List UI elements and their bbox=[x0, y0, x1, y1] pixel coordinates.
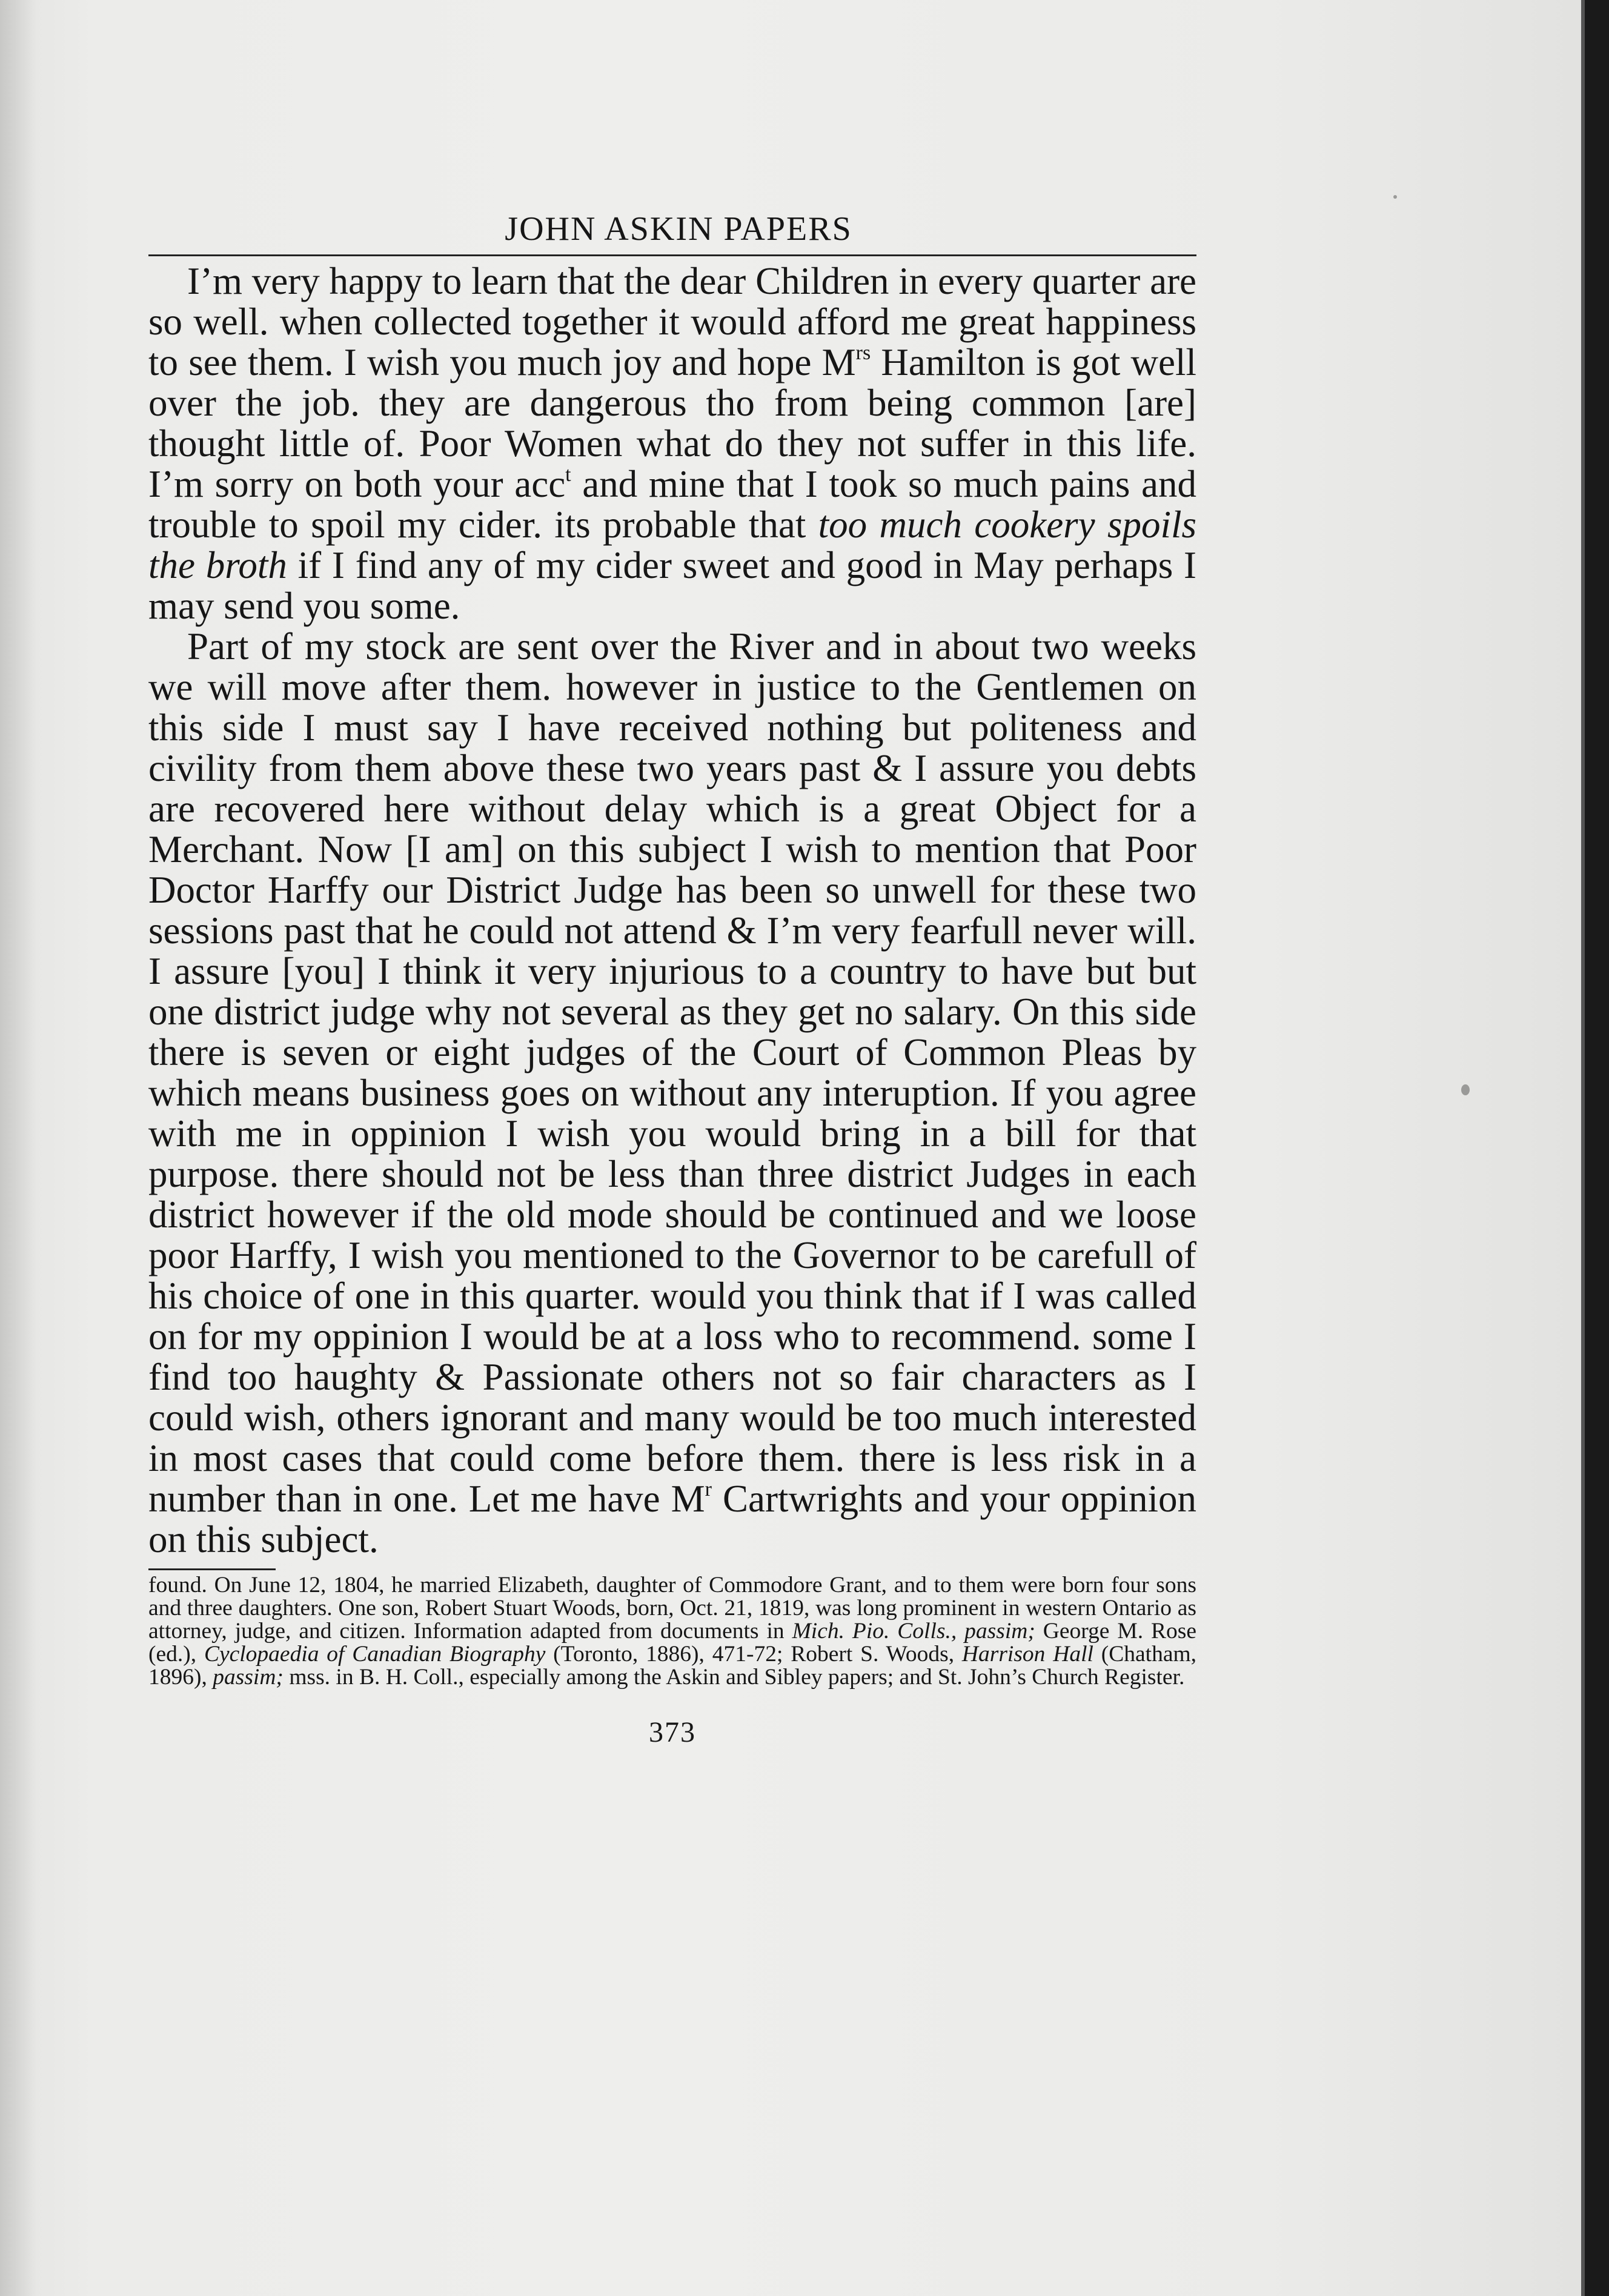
text-line: Poor Women what do they not suffer in this life. I’m bbox=[148, 422, 1197, 505]
page-number: 373 bbox=[649, 1716, 696, 1748]
text-line: if I find any of my cider bbox=[287, 544, 672, 586]
text-line: characters as I could wish, others ignorant and many would bbox=[148, 1356, 1196, 1439]
text-line: I’m very happy to learn that the dear Children in every bbox=[187, 260, 1023, 302]
text-line: have M bbox=[588, 1478, 705, 1520]
footnote-line: them were born four sons and three daughters. One son, Robert Stuart Woods, born, bbox=[148, 1573, 1196, 1621]
page-blemish bbox=[1461, 1084, 1470, 1095]
italic-proverb: too bbox=[818, 503, 868, 546]
text-line: should be continued and we loose poor Harffy, I wish you bbox=[148, 1193, 1196, 1276]
footnote-line: found. On June 12, 1804, he married Elizabeth, daughter of Commodore Grant, and to bbox=[148, 1573, 952, 1598]
footnote-line: Oct. 21, 1819, was long prominent in western Ontario as attorney, judge, and citizen. bbox=[148, 1596, 1196, 1644]
paragraph-2 bbox=[148, 626, 1196, 1560]
footnote-line: (Chatham, 1896), bbox=[148, 1642, 1197, 1690]
text-line: and mine that I took so much bbox=[571, 463, 1038, 505]
citation-title: Hall bbox=[1053, 1642, 1093, 1667]
citation-title: passim; bbox=[213, 1665, 284, 1690]
footnote-line: George M. Rose (ed.), bbox=[148, 1619, 1197, 1667]
text-line: means business goes on without any interuption. If you bbox=[252, 1072, 1104, 1114]
text-line: me great happiness to see them. I wish you much joy and bbox=[148, 300, 1196, 383]
text-line: two weeks we will move after them. however in justice to bbox=[148, 625, 1196, 708]
text-line: these two sessions past that he could not attend & I’m very bbox=[148, 869, 1197, 952]
text-line: sorry on both your acc bbox=[214, 463, 566, 505]
footnote bbox=[148, 1574, 1196, 1689]
text-line: without delay which is a great Object for a Merchant. bbox=[148, 788, 1197, 871]
superscript-abbreviation: t bbox=[565, 463, 571, 486]
citation-title: Harrison bbox=[961, 1642, 1046, 1667]
letter-body bbox=[148, 261, 1196, 1560]
footnote-line: (Toronto, 1886), 471-72; Robert S. Woods, bbox=[545, 1642, 962, 1667]
text-line: one in this quarter. would you think that if I was called bbox=[354, 1275, 1197, 1317]
footnote-rule bbox=[148, 1568, 276, 1570]
page-blemish bbox=[1393, 195, 1397, 199]
text-line: Now [I am] on this subject I wish to mention that Poor bbox=[317, 828, 1196, 871]
footnote-line: papers; and St. John’s Church Register. bbox=[828, 1665, 1185, 1690]
running-head-rule bbox=[148, 254, 1196, 256]
paragraph-1 bbox=[148, 261, 1196, 626]
superscript-abbreviation: rs bbox=[855, 342, 871, 364]
footnote-line: mss. in B. H. Coll., especially among the Askin and Sibley bbox=[283, 1665, 823, 1690]
text-line: quarter are so well. when collected together it would afford bbox=[148, 260, 1197, 343]
text-line: several as they get no salary. On this side there is seven bbox=[148, 990, 1196, 1073]
text-line: to a country to have but but one district judge why not bbox=[148, 950, 1196, 1033]
text-line: Doctor Harffy our District Judge has been so unwell for bbox=[148, 869, 1035, 911]
text-line: pains and trouble to spoil my cider. its probable that bbox=[148, 463, 1196, 546]
text-line: nothing but politeness and civility from them above these bbox=[148, 706, 1196, 789]
text-line: agree with me in oppinion I wish you would bring in a bbox=[148, 1072, 1197, 1155]
italic-proverb: much cookery spoils the broth bbox=[148, 503, 1197, 586]
text-line: district Judges in each district however if the old mode bbox=[148, 1153, 1196, 1236]
citation-title: Mich. Pio. Colls., passim; bbox=[792, 1619, 1035, 1644]
text-line: hope M bbox=[737, 341, 856, 383]
text-line: sweet and good in May perhaps I may send you some. bbox=[148, 544, 1196, 627]
footnote-line: Information adapted from documents in bbox=[413, 1619, 792, 1644]
text-line: Cartwrights and your oppinion on this subject. bbox=[148, 1478, 1196, 1561]
page-edge-shadow bbox=[0, 0, 36, 2296]
text-line: two years past & I assure you debts are recovered here bbox=[148, 747, 1197, 830]
text-line: Hamilton is got well over the job. they are bbox=[148, 341, 1197, 424]
text-line: on for my oppinion I would be at a loss who to recommend. bbox=[148, 1315, 1081, 1358]
text-line: the Gentlemen on this side I must say I have received bbox=[148, 666, 1196, 749]
text-line: some I find too haughty & Passionate others not so fair bbox=[148, 1315, 1196, 1398]
text-line: be too much interested in most cases that could come before bbox=[148, 1396, 1197, 1479]
superscript-abbreviation: r bbox=[705, 1478, 712, 1501]
text-line: mentioned to the Governor to be carefull of his choice of bbox=[148, 1234, 1197, 1317]
running-head: JOHN ASKIN PAPERS bbox=[505, 210, 852, 248]
text-line: them. there is less risk in a number than in one. Let me bbox=[148, 1437, 1196, 1520]
text-line: Part of my stock are sent over the River and in about bbox=[187, 625, 1020, 668]
text-line: fearfull never will. I assure [you] I think it very injurious bbox=[148, 909, 1197, 992]
text-line: bill for that purpose. there should not be less than three bbox=[148, 1112, 1196, 1195]
text-line: dangerous tho from being common [are] thought little of. bbox=[148, 382, 1196, 465]
text-line: or eight judges of the Court of Common Pleas by which bbox=[148, 1031, 1197, 1114]
citation-title: Cyclopaedia of Canadian Biography bbox=[204, 1642, 546, 1667]
page-content bbox=[148, 205, 1196, 1749]
